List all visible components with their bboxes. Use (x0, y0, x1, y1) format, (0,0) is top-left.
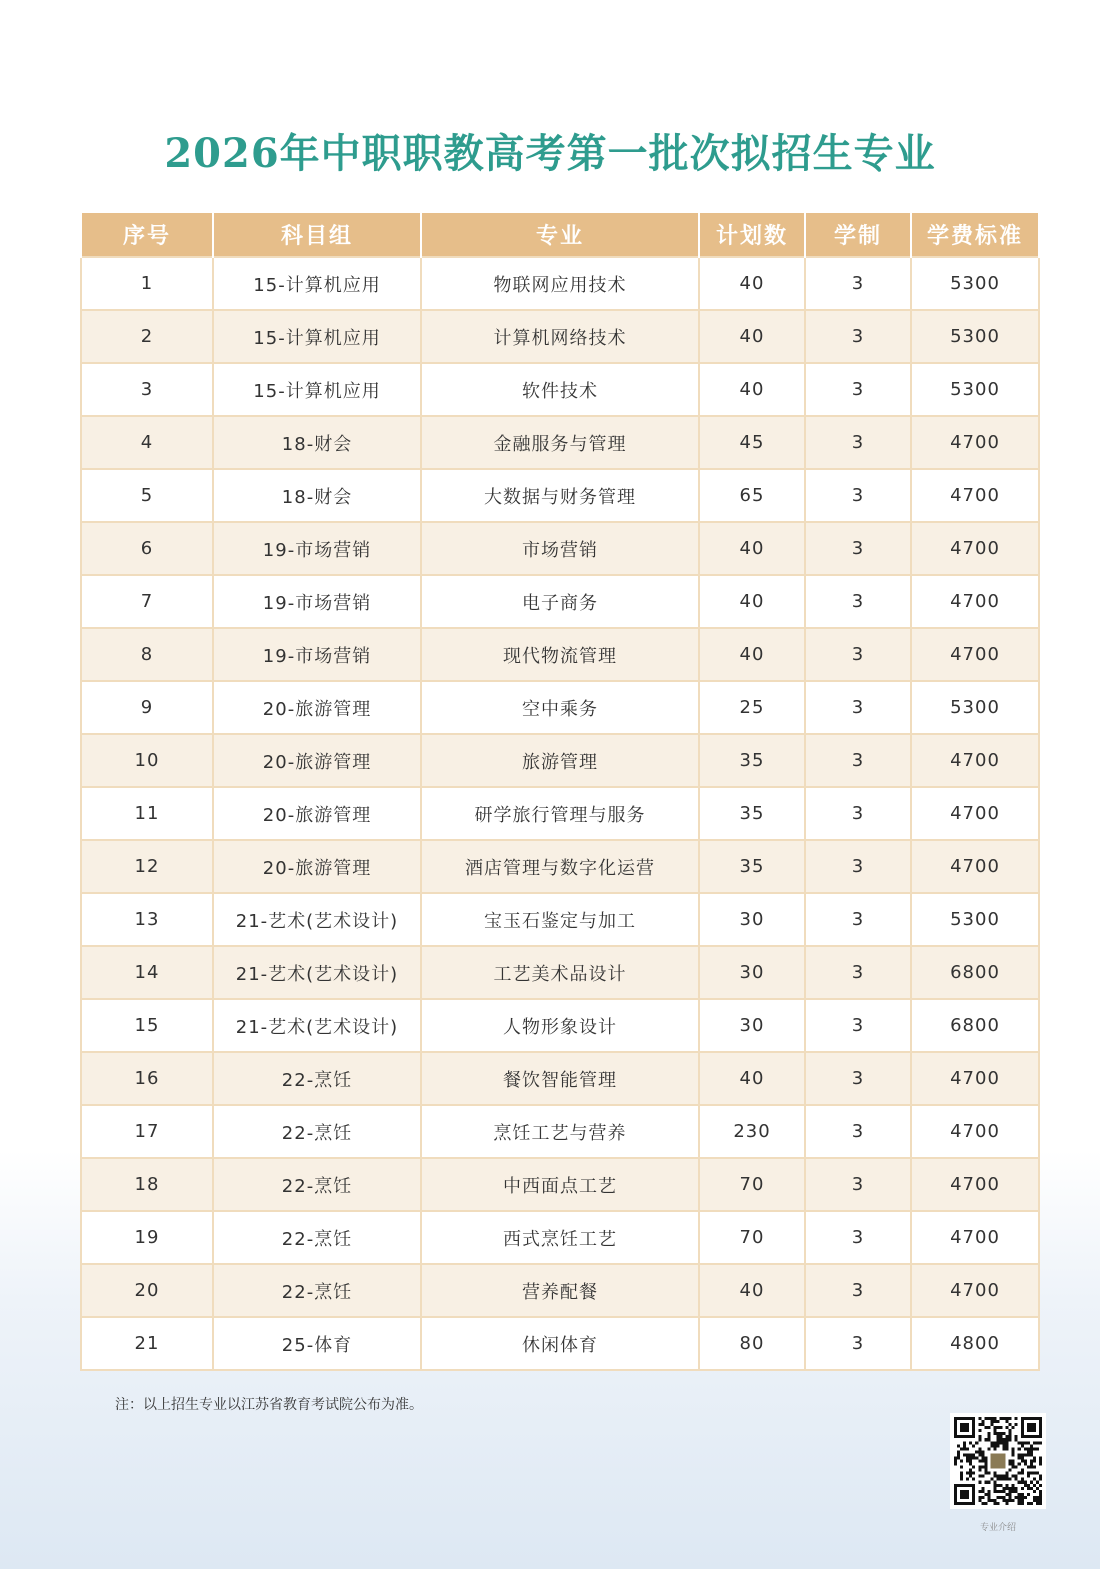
cell-plan-count: 70 (699, 1158, 805, 1211)
page-title: 2026年中职职教高考第一批次拟招生专业 (164, 130, 936, 177)
cell-plan-count: 230 (699, 1105, 805, 1158)
cell-major: 市场营销 (421, 522, 699, 575)
cell-subject-group: 25-体育 (213, 1317, 421, 1370)
cell-index: 16 (81, 1052, 213, 1105)
cell-duration: 3 (805, 1052, 911, 1105)
cell-tuition: 4700 (911, 1052, 1039, 1105)
cell-plan-count: 25 (699, 681, 805, 734)
table-row (81, 1158, 1039, 1211)
cell-tuition: 4700 (911, 522, 1039, 575)
cell-tuition: 5300 (911, 363, 1039, 416)
cell-tuition: 5300 (911, 310, 1039, 363)
cell-index: 4 (81, 416, 213, 469)
table-row (81, 893, 1039, 946)
cell-tuition: 4800 (911, 1317, 1039, 1370)
cell-subject-group: 20-旅游管理 (213, 787, 421, 840)
cell-subject-group: 18-财会 (213, 416, 421, 469)
cell-index: 15 (81, 999, 213, 1052)
cell-duration: 3 (805, 1317, 911, 1370)
table-row (81, 840, 1039, 893)
table-row (81, 1264, 1039, 1317)
cell-plan-count: 40 (699, 575, 805, 628)
cell-duration: 3 (805, 893, 911, 946)
cell-tuition: 6800 (911, 946, 1039, 999)
cell-subject-group: 19-市场营销 (213, 522, 421, 575)
cell-index: 9 (81, 681, 213, 734)
table-row (81, 787, 1039, 840)
cell-duration: 3 (805, 363, 911, 416)
header-major: 专业 (421, 213, 699, 257)
cell-major: 物联网应用技术 (421, 257, 699, 310)
table-row (81, 522, 1039, 575)
cell-major: 大数据与财务管理 (421, 469, 699, 522)
cell-subject-group: 22-烹饪 (213, 1105, 421, 1158)
cell-index: 6 (81, 522, 213, 575)
table-body (81, 257, 1039, 1370)
header-subject-group: 科目组 (213, 213, 421, 257)
cell-duration: 3 (805, 416, 911, 469)
table-header-row (81, 213, 1039, 257)
qr-code-image (954, 1417, 1042, 1505)
cell-plan-count: 30 (699, 893, 805, 946)
cell-tuition: 5300 (911, 681, 1039, 734)
cell-duration: 3 (805, 628, 911, 681)
cell-plan-count: 40 (699, 522, 805, 575)
table-row (81, 1052, 1039, 1105)
cell-index: 11 (81, 787, 213, 840)
cell-duration: 3 (805, 1105, 911, 1158)
cell-plan-count: 40 (699, 363, 805, 416)
cell-index: 13 (81, 893, 213, 946)
cell-duration: 3 (805, 257, 911, 310)
cell-plan-count: 35 (699, 734, 805, 787)
cell-subject-group: 19-市场营销 (213, 575, 421, 628)
cell-major: 人物形象设计 (421, 999, 699, 1052)
cell-plan-count: 45 (699, 416, 805, 469)
cell-plan-count: 40 (699, 310, 805, 363)
cell-index: 19 (81, 1211, 213, 1264)
cell-major: 营养配餐 (421, 1264, 699, 1317)
cell-duration: 3 (805, 575, 911, 628)
cell-subject-group: 22-烹饪 (213, 1158, 421, 1211)
cell-subject-group: 20-旅游管理 (213, 681, 421, 734)
cell-major: 研学旅行管理与服务 (421, 787, 699, 840)
cell-plan-count: 70 (699, 1211, 805, 1264)
cell-plan-count: 30 (699, 999, 805, 1052)
table-row (81, 310, 1039, 363)
cell-duration: 3 (805, 310, 911, 363)
header-index: 序号 (81, 213, 213, 257)
cell-subject-group: 15-计算机应用 (213, 363, 421, 416)
cell-tuition: 4700 (911, 787, 1039, 840)
cell-index: 2 (81, 310, 213, 363)
table-row (81, 363, 1039, 416)
cell-plan-count: 35 (699, 840, 805, 893)
table-row (81, 999, 1039, 1052)
cell-plan-count: 40 (699, 1052, 805, 1105)
cell-duration: 3 (805, 1158, 911, 1211)
cell-subject-group: 22-烹饪 (213, 1264, 421, 1317)
header-duration: 学制 (805, 213, 911, 257)
cell-tuition: 4700 (911, 1105, 1039, 1158)
footnote: 注：以上招生专业以江苏省教育考试院公布为准。 (115, 1397, 423, 1413)
header-plan-count: 计划数 (699, 213, 805, 257)
header-tuition: 学费标准 (911, 213, 1039, 257)
cell-subject-group: 15-计算机应用 (213, 310, 421, 363)
cell-tuition: 4700 (911, 469, 1039, 522)
cell-duration: 3 (805, 1264, 911, 1317)
cell-subject-group: 19-市场营销 (213, 628, 421, 681)
cell-major: 计算机网络技术 (421, 310, 699, 363)
cell-major: 空中乘务 (421, 681, 699, 734)
cell-subject-group: 20-旅游管理 (213, 840, 421, 893)
enrollment-table (80, 213, 1040, 1371)
cell-tuition: 4700 (911, 1158, 1039, 1211)
cell-plan-count: 30 (699, 946, 805, 999)
cell-index: 21 (81, 1317, 213, 1370)
cell-tuition: 6800 (911, 999, 1039, 1052)
cell-tuition: 4700 (911, 1211, 1039, 1264)
cell-major: 旅游管理 (421, 734, 699, 787)
cell-major: 现代物流管理 (421, 628, 699, 681)
cell-duration: 3 (805, 734, 911, 787)
cell-duration: 3 (805, 840, 911, 893)
cell-plan-count: 65 (699, 469, 805, 522)
cell-index: 3 (81, 363, 213, 416)
cell-index: 7 (81, 575, 213, 628)
cell-major: 餐饮智能管理 (421, 1052, 699, 1105)
cell-major: 西式烹饪工艺 (421, 1211, 699, 1264)
cell-subject-group: 15-计算机应用 (213, 257, 421, 310)
cell-tuition: 4700 (911, 416, 1039, 469)
cell-plan-count: 40 (699, 628, 805, 681)
qr-caption: 专业介绍 (979, 1523, 1016, 1533)
cell-duration: 3 (805, 1211, 911, 1264)
cell-tuition: 5300 (911, 257, 1039, 310)
cell-tuition: 4700 (911, 1264, 1039, 1317)
cell-plan-count: 35 (699, 787, 805, 840)
cell-index: 14 (81, 946, 213, 999)
cell-tuition: 4700 (911, 734, 1039, 787)
table-row (81, 628, 1039, 681)
cell-duration: 3 (805, 946, 911, 999)
cell-major: 软件技术 (421, 363, 699, 416)
cell-subject-group: 22-烹饪 (213, 1211, 421, 1264)
cell-plan-count: 40 (699, 1264, 805, 1317)
cell-subject-group: 21-艺术(艺术设计) (213, 893, 421, 946)
cell-major: 工艺美术品设计 (421, 946, 699, 999)
cell-major: 金融服务与管理 (421, 416, 699, 469)
cell-subject-group: 21-艺术(艺术设计) (213, 946, 421, 999)
cell-index: 17 (81, 1105, 213, 1158)
cell-subject-group: 21-艺术(艺术设计) (213, 999, 421, 1052)
cell-major: 酒店管理与数字化运营 (421, 840, 699, 893)
cell-subject-group: 18-财会 (213, 469, 421, 522)
table-row (81, 734, 1039, 787)
cell-major: 宝玉石鉴定与加工 (421, 893, 699, 946)
cell-subject-group: 22-烹饪 (213, 1052, 421, 1105)
cell-tuition: 4700 (911, 628, 1039, 681)
cell-tuition: 5300 (911, 893, 1039, 946)
cell-index: 8 (81, 628, 213, 681)
table-row (81, 416, 1039, 469)
cell-index: 20 (81, 1264, 213, 1317)
table-row (81, 1317, 1039, 1370)
table-row (81, 575, 1039, 628)
table-row (81, 257, 1039, 310)
cell-major: 烹饪工艺与营养 (421, 1105, 699, 1158)
cell-major: 电子商务 (421, 575, 699, 628)
cell-subject-group: 20-旅游管理 (213, 734, 421, 787)
cell-plan-count: 40 (699, 257, 805, 310)
table-row (81, 1105, 1039, 1158)
cell-index: 5 (81, 469, 213, 522)
cell-plan-count: 80 (699, 1317, 805, 1370)
cell-index: 18 (81, 1158, 213, 1211)
table-row (81, 1211, 1039, 1264)
table-row (81, 681, 1039, 734)
table-row (81, 469, 1039, 522)
cell-index: 12 (81, 840, 213, 893)
cell-major: 中西面点工艺 (421, 1158, 699, 1211)
cell-duration: 3 (805, 469, 911, 522)
cell-tuition: 4700 (911, 840, 1039, 893)
qr-code[interactable] (950, 1413, 1046, 1509)
cell-index: 1 (81, 257, 213, 310)
cell-index: 10 (81, 734, 213, 787)
cell-major: 休闲体育 (421, 1317, 699, 1370)
cell-duration: 3 (805, 681, 911, 734)
cell-tuition: 4700 (911, 575, 1039, 628)
cell-duration: 3 (805, 999, 911, 1052)
cell-duration: 3 (805, 522, 911, 575)
table-row (81, 946, 1039, 999)
cell-duration: 3 (805, 787, 911, 840)
